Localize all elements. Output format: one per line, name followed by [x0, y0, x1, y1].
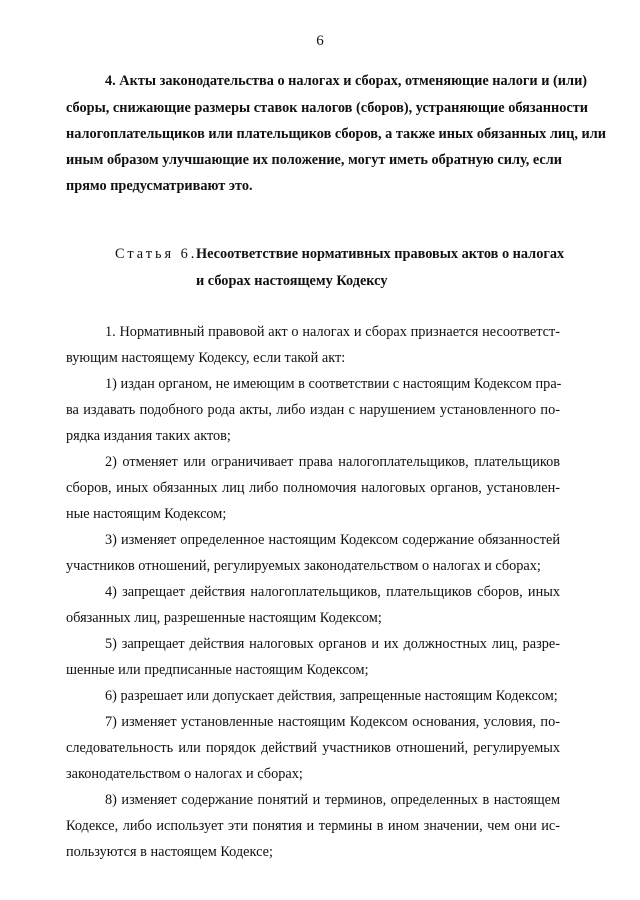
list-item-line: 7) изменяет установленные настоящим Кодексом основания, условия, по-	[105, 714, 560, 730]
point4-line: прямо предусматривают это.	[66, 178, 253, 194]
list-item-line: Кодексе, либо использует эти понятия и термины в ином значении, чем они ис-	[66, 818, 560, 834]
paragraph-line: 1. Нормативный правовой акт о налогах и сборах признается несоответст-	[105, 324, 560, 340]
point4-line: сборы, снижающие размеры ставок налогов (сборов), устраняющие обязанности	[66, 100, 589, 116]
list-item-line: обязанных лиц, разрешенные настоящим Кодексом;	[66, 610, 382, 626]
list-item-line: 3) изменяет определенное настоящим Кодексом содержание обязанностей	[105, 532, 560, 548]
article-title-line: и сборах настоящему Кодексу	[196, 273, 388, 289]
list-item-line: сборов, иных обязанных лиц либо полномочия налоговых органов, установлен-	[66, 480, 560, 496]
list-item-line: 6) разрешает или допускает действия, запрещенные настоящим Кодексом;	[105, 688, 558, 704]
list-item-line: 5) запрещает действия налоговых органов и их должностных лиц, разре-	[105, 636, 560, 652]
article-label: Статья 6.	[115, 246, 198, 262]
list-item-line: ва издавать подобного рода акты, либо издан с нарушением установленного по-	[66, 402, 560, 418]
point4-line: налогоплательщиков или плательщиков сборов, а также иных обязанных лиц, или	[66, 126, 606, 142]
article-title-line: Несоответствие нормативных правовых актов о налогах	[196, 246, 565, 262]
list-item-line: шенные или предписанные настоящим Кодексом;	[66, 662, 369, 678]
list-item-line: следовательность или порядок действий участников отношений, регулируемых	[66, 740, 560, 756]
list-item-line: 1) издан органом, не имеющим в соответствии с настоящим Кодексом пра-	[105, 376, 562, 392]
list-item-line: 2) отменяет или ограничивает права налогоплательщиков, плательщиков	[105, 454, 560, 470]
list-item-line: рядка издания таких актов;	[66, 428, 231, 444]
list-item-line: законодательством о налогах и сборах;	[66, 766, 303, 782]
point4-line: 4. Акты законодательства о налогах и сборах, отменяющие налоги и (или)	[105, 73, 588, 89]
list-item-line: пользуются в настоящем Кодексе;	[66, 844, 273, 860]
list-item-line: 4) запрещает действия налогоплательщиков, плательщиков сборов, иных	[105, 584, 560, 600]
list-item-line: ные настоящим Кодексом;	[66, 506, 227, 522]
page-number: 6	[316, 33, 324, 49]
paragraph-line: вующим настоящему Кодексу, если такой акт:	[66, 350, 346, 366]
point4-line: иным образом улучшающие их положение, могут иметь обратную силу, если	[66, 152, 562, 168]
list-item-line: 8) изменяет содержание понятий и терминов, определенных в настоящем	[105, 792, 560, 808]
list-item-line: участников отношений, регулируемых законодательством о налогах и сборах;	[66, 558, 541, 574]
